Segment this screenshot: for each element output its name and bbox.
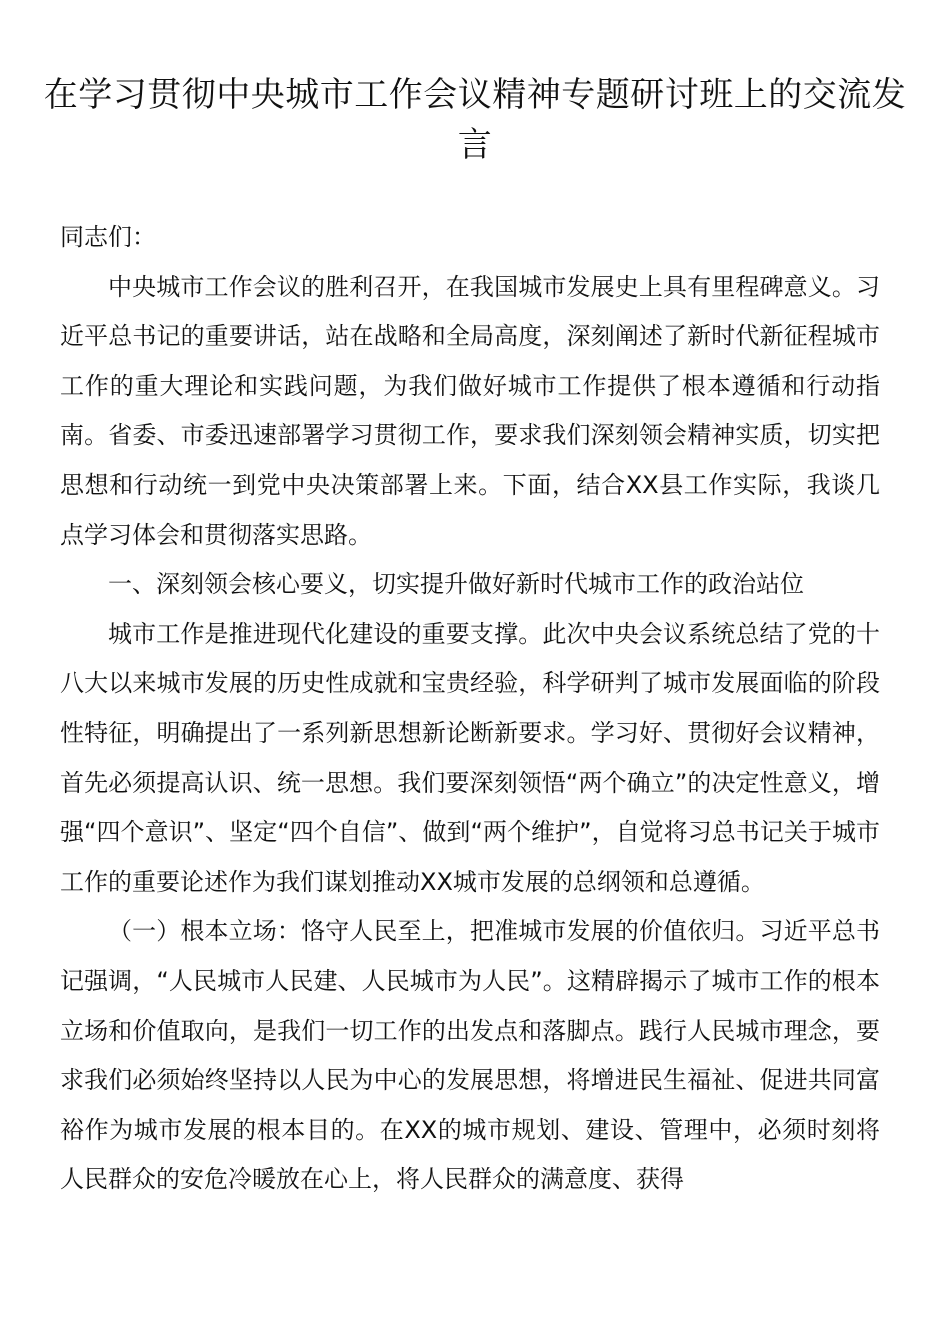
paragraph-intro: 中央城市工作会议的胜利召开，在我国城市发展史上具有里程碑意义。习近平总书记的重要讲话，站在战略和全局高度，深刻阐述了新时代新征程城市工作的重大理论和实践问题，为我们做好城市工作提供了根本遵循和行动指南。省委、市委迅速部署学习贯彻工作，要求我们深刻领会精神实质，切实把思想和行动统一到党中央决策部署上来。下面，结合XX县工作实际，我谈几点学习体会和贯彻落实思路。 (60, 272, 880, 549)
document-body (60, 213, 880, 1205)
paragraph-subsection-1: （一）根本立场：恪守人民至上，把准城市发展的价值依归。习近平总书记强调，“人民城市人民建、人民城市为人民”。这精辟揭示了城市工作的根本立场和价值取向，是我们一切工作的出发点和落脚点。践行人民城市理念，要求我们必须始终坚持以人民为中心的发展思想，将增进民生福祉、促进共同富裕作为城市发展的根本目的。在XX的城市规划、建设、管理中，必须时刻将人民群众的安危冷暖放在心上，将人民群众的满意度、获得 (60, 917, 880, 1194)
document-title: 在学习贯彻中央城市工作会议精神专题研讨班上的交流发言 (43, 75, 907, 165)
salutation: 同志们： (60, 223, 156, 251)
section-heading-1: 一、深刻领会核心要义，切实提升做好新时代城市工作的政治站位 (108, 570, 804, 599)
paragraph-section-1: 城市工作是推进现代化建设的重要支撑。此次中央会议系统总结了党的十八大以来城市发展的历史性成就和宝贵经验，科学研判了城市发展面临的阶段性特征，明确提出了一系列新思想新论断新要求。学习好、贯彻好会议精神，首先必须提高认识、统一思想。我们要深刻领悟“两个确立”的决定性意义，增强“四个意识”、坚定“四个自信”、做到“两个维护”，自觉将习总书记关于城市工作的重要论述作为我们谋划推动XX城市发展的总纲领和总遵循。 (60, 619, 880, 896)
